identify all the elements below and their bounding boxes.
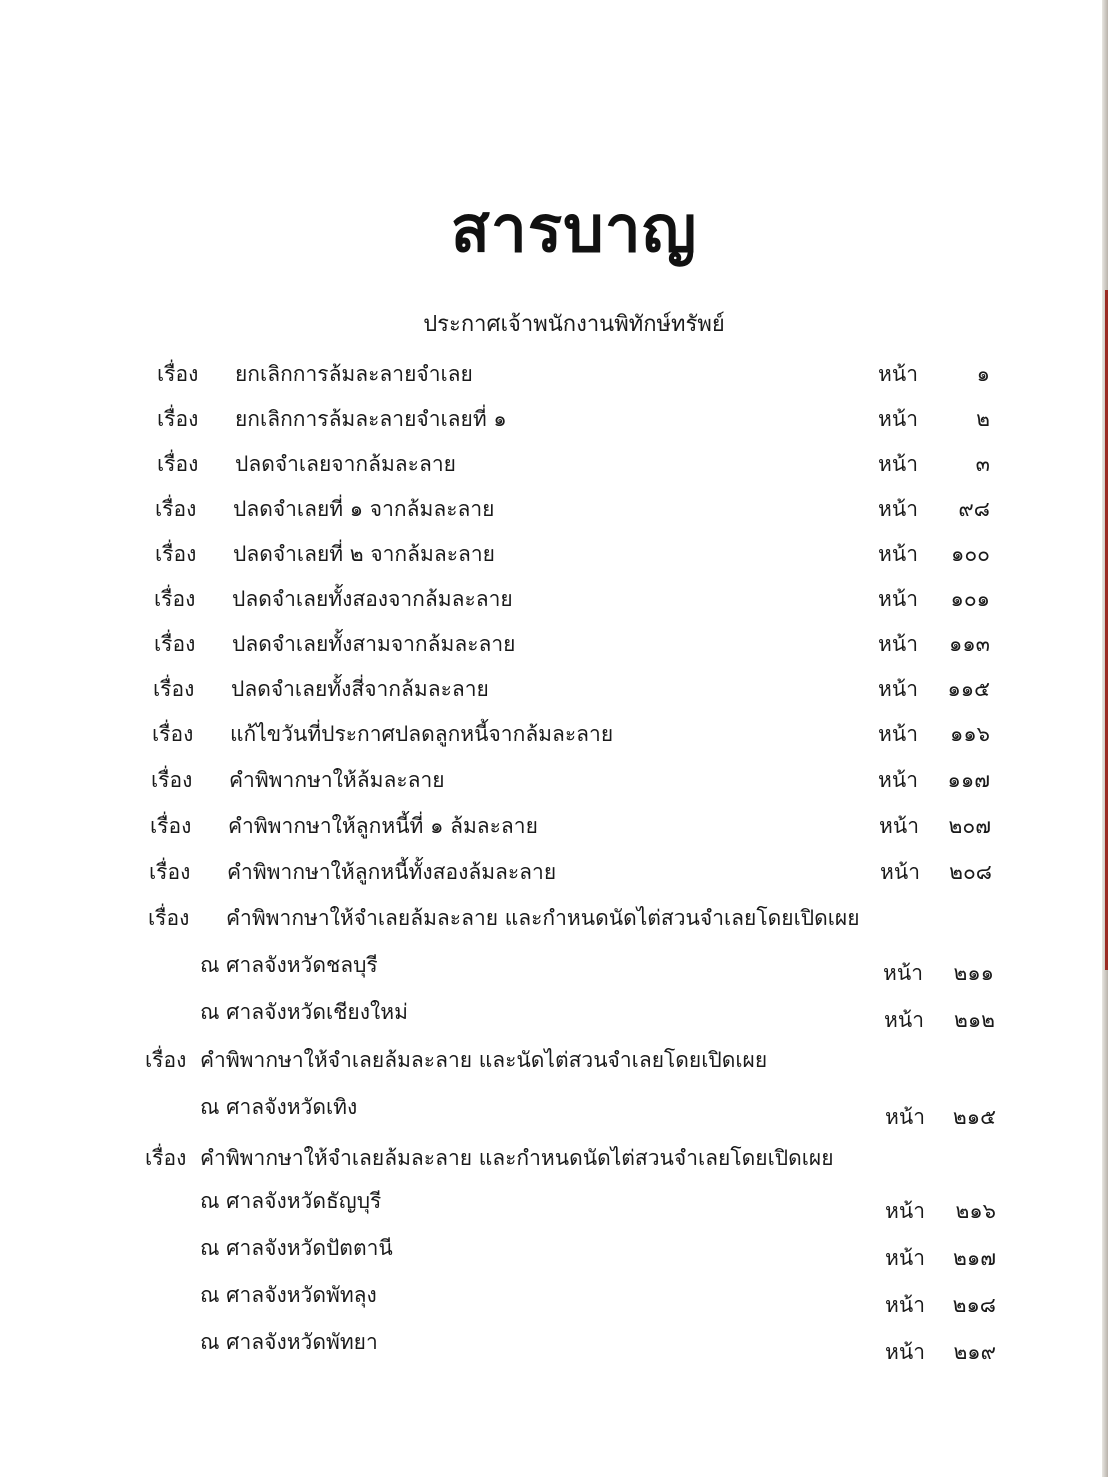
toc-keyword: เรื่อง [151, 768, 193, 792]
toc-subentry[interactable] [0, 947, 1108, 983]
page-label: หน้า [884, 1008, 924, 1032]
toc-entry[interactable] [0, 854, 1108, 890]
toc-subentry[interactable] [0, 1089, 1108, 1129]
toc-title: คำพิพากษาให้จำเลยล้มละลาย และกำหนดนัดไต่สวนจำเลยโดยเปิดเผย [226, 906, 860, 930]
toc-title: ปลดจำเลยทั้งสองจากล้มละลาย [232, 587, 513, 611]
toc-subentry[interactable] [0, 994, 1108, 1030]
page-number: ๒๑๘ [952, 1293, 996, 1317]
page-number: ๑๑๗ [947, 768, 990, 792]
page-label: หน้า [878, 362, 918, 386]
toc-keyword: เรื่อง [150, 814, 192, 838]
toc-title: ปลดจำเลยทั้งสามจากล้มละลาย [232, 632, 516, 656]
toc-keyword: เรื่อง [154, 632, 196, 656]
page-label: หน้า [878, 768, 918, 792]
toc-subentry[interactable] [0, 1277, 1108, 1317]
toc-entry[interactable] [0, 1140, 1108, 1176]
section-subtitle: ประกาศเจ้าพนักงานพิทักษ์ทรัพย์ [423, 312, 725, 337]
toc-court: ณ ศาลจังหวัดพัทยา [200, 1330, 378, 1354]
toc-court: ณ ศาลจังหวัดพัทลุง [200, 1283, 377, 1307]
page-number: ๑๐๐ [951, 542, 990, 566]
toc-keyword: เรื่อง [153, 677, 195, 701]
toc-keyword: เรื่อง [145, 1146, 187, 1170]
toc-entry[interactable] [0, 671, 1108, 707]
page-label: หน้า [885, 1105, 925, 1129]
page-number: ๒๐๘ [949, 860, 992, 884]
page-label: หน้า [880, 860, 920, 884]
toc-title: ปลดจำเลยจากล้มละลาย [235, 452, 456, 476]
page-number: ๒๑๖ [955, 1199, 996, 1223]
toc-subentry[interactable] [0, 1183, 1108, 1223]
page-label: หน้า [878, 587, 918, 611]
page-label: หน้า [885, 1340, 925, 1364]
toc-entry[interactable] [0, 356, 1108, 392]
toc-entry[interactable] [0, 446, 1108, 482]
toc-entry[interactable] [0, 900, 1108, 936]
toc-title: ปลดจำเลยทั้งสี่จากล้มละลาย [231, 677, 489, 701]
page-number: ๒๑๒ [953, 1008, 995, 1032]
toc-keyword: เรื่อง [154, 587, 196, 611]
page-label: หน้า [883, 961, 923, 985]
page-number: ๑๐๑ [950, 587, 990, 611]
toc-court: ณ ศาลจังหวัดชลบุรี [200, 953, 378, 977]
page-label: หน้า [879, 814, 919, 838]
page-label: หน้า [878, 452, 918, 476]
page-label: หน้า [885, 1246, 925, 1270]
page-label: หน้า [878, 722, 918, 746]
page-label: หน้า [878, 497, 918, 521]
toc-subentry[interactable] [0, 1230, 1108, 1270]
toc-subentry[interactable] [0, 1324, 1108, 1364]
page-label: หน้า [878, 677, 918, 701]
page-number: ๒๑๙ [953, 1340, 996, 1364]
toc-entry[interactable] [0, 491, 1108, 527]
toc-entry[interactable] [0, 808, 1108, 844]
toc-title: ปลดจำเลยที่ ๒ จากล้มละลาย [233, 542, 495, 566]
page-label: หน้า [878, 542, 918, 566]
toc-entry[interactable] [0, 536, 1108, 572]
toc-title: ปลดจำเลยที่ ๑ จากล้มละลาย [233, 497, 495, 521]
toc-keyword: เรื่อง [148, 906, 190, 930]
toc-entry[interactable] [0, 401, 1108, 437]
toc-court: ณ ศาลจังหวัดธัญบุรี [200, 1189, 382, 1213]
toc-keyword: เรื่อง [157, 407, 199, 431]
toc-title: คำพิพากษาให้จำเลยล้มละลาย และกำหนดนัดไต่สวนจำเลยโดยเปิดเผย [200, 1146, 834, 1170]
toc-title: ยกเลิกการล้มละลายจำเลยที่ ๑ [235, 407, 507, 431]
toc-keyword: เรื่อง [155, 542, 197, 566]
page-label: หน้า [885, 1199, 925, 1223]
toc-keyword: เรื่อง [152, 722, 194, 746]
page-title: สารบาญ [450, 193, 698, 267]
toc-entry[interactable] [0, 762, 1108, 798]
page-number: ๒๐๗ [948, 814, 991, 838]
toc-title: คำพิพากษาให้ลูกหนี้ทั้งสองล้มละลาย [227, 860, 557, 884]
page-number: ๑๑๕ [947, 677, 990, 701]
toc-keyword: เรื่อง [157, 362, 199, 386]
toc-title: คำพิพากษาให้ล้มละลาย [229, 768, 445, 792]
page-number: ๑ [976, 362, 990, 386]
toc-title: คำพิพากษาให้จำเลยล้มละลาย และนัดไต่สวนจำเลยโดยเปิดเผย [200, 1048, 768, 1072]
page-number: ๙๘ [958, 497, 990, 521]
page-number: ๒๑๕ [952, 1105, 996, 1129]
page-number: ๒๑๑ [953, 961, 994, 985]
toc-keyword: เรื่อง [149, 860, 191, 884]
toc-title: แก้ไขวันที่ประกาศปลดลูกหนี้จากล้มละลาย [230, 722, 614, 746]
page-label: หน้า [885, 1293, 925, 1317]
toc-keyword: เรื่อง [157, 452, 199, 476]
toc-title: คำพิพากษาให้ลูกหนี้ที่ ๑ ล้มละลาย [228, 814, 538, 838]
toc-entry[interactable] [0, 626, 1108, 662]
toc-keyword: เรื่อง [145, 1048, 187, 1072]
toc-title: ยกเลิกการล้มละลายจำเลย [235, 362, 473, 386]
toc-court: ณ ศาลจังหวัดปัตตานี [200, 1236, 393, 1260]
page-label: หน้า [878, 407, 918, 431]
toc-entry[interactable] [0, 581, 1108, 617]
page-number: ๓ [975, 452, 990, 476]
page-number: ๒๑๗ [953, 1246, 996, 1270]
page-number: ๑๑๓ [948, 632, 990, 656]
toc-keyword: เรื่อง [155, 497, 197, 521]
toc-entry[interactable] [0, 1042, 1108, 1078]
toc-entry[interactable] [0, 716, 1108, 752]
page-number: ๑๑๖ [950, 722, 990, 746]
toc-court: ณ ศาลจังหวัดเทิง [200, 1095, 358, 1119]
page-number: ๒ [976, 407, 990, 431]
toc-court: ณ ศาลจังหวัดเชียงใหม่ [200, 1000, 408, 1024]
page-label: หน้า [878, 632, 918, 656]
